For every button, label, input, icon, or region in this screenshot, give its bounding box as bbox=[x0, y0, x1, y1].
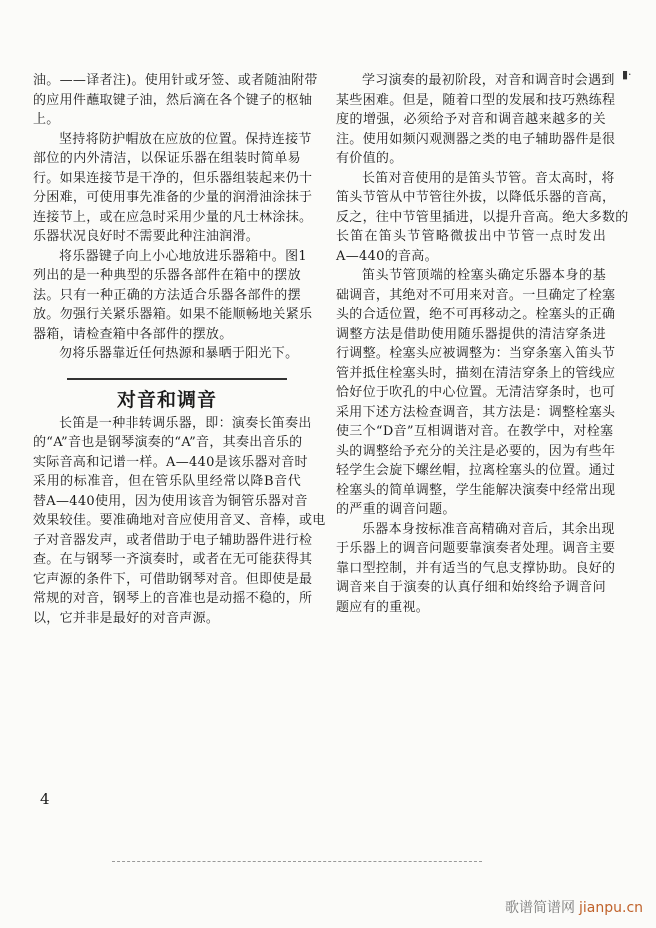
text-line: 管并抵住栓塞头时，描刻在清洁穿条上的管线应 bbox=[336, 365, 616, 381]
text-line: 以，它并非是最好的对音声源。 bbox=[33, 610, 220, 626]
text-line: 行。如果连接节是干净的，但乐器组装起来仍十 bbox=[33, 170, 313, 186]
text-line: 调整方法是借助使用随乐器提供的清洁穿条进 bbox=[336, 326, 606, 342]
text-line: 头的合适位置，绝不可再移动之。栓塞头的正确 bbox=[336, 307, 616, 322]
paragraph bbox=[336, 71, 616, 169]
text-line: A—440的音高。 bbox=[336, 248, 438, 264]
watermark-name: 歌谱简谱网 bbox=[505, 900, 575, 916]
text-line: 采用的标准音，但在管乐队里经常以降B音代 bbox=[33, 474, 301, 489]
text-line: 题应有的重视。 bbox=[336, 599, 430, 615]
text-line: 恰好位于吹孔的中心位置。无清洁穿条时，也可 bbox=[336, 385, 616, 400]
watermark-site: jianpu.cn bbox=[579, 900, 644, 916]
text-line: 效果较佳。要准确地对音应使用音叉、音棒，或电 bbox=[33, 513, 326, 528]
section-heading: 对音和调音 bbox=[116, 388, 217, 411]
text-line: 采用下述方法检查调音，其方法是：调整栓塞头 bbox=[336, 404, 616, 420]
paragraph bbox=[336, 266, 616, 520]
paragraph bbox=[33, 414, 326, 629]
paragraph bbox=[33, 71, 318, 130]
text-line: 的应用件蘸取键子油，然后滴在各个键子的枢轴 bbox=[33, 92, 313, 108]
text-line: 笛头节管顶端的栓塞头确定乐器本身的基 bbox=[362, 268, 606, 283]
text-line: 器箱，请检查箱中各部件的摆放。 bbox=[33, 326, 233, 342]
text-line: 某些困难。但是，随着口型的发展和技巧熟练程 bbox=[336, 92, 616, 108]
left-text-after-heading bbox=[33, 414, 326, 629]
text-line: 笛头节管从中节管往外拔，以降低乐器的音高， bbox=[336, 190, 616, 205]
paragraph bbox=[336, 520, 616, 618]
text-line: 将乐器键子向上小心地放进乐器箱中。图1 bbox=[59, 248, 307, 264]
right-column bbox=[336, 71, 629, 617]
text-line: 放。勿强行关紧乐器箱。如果不能顺畅地关紧乐 bbox=[33, 307, 313, 322]
text-line: 头的调整给予充分的关注是必要的，因为有些年 bbox=[336, 443, 616, 459]
text-line: 使三个“D音”互相调谐对音。在教学中，对栓塞 bbox=[336, 424, 614, 439]
paragraph bbox=[33, 130, 313, 247]
text-line: 调音来自于演奏的认真仔细和始终给予调音问 bbox=[336, 580, 606, 595]
text-line: 它声源的条件下，可借助钢琴对音。但即使是最 bbox=[33, 571, 313, 587]
section-divider bbox=[67, 378, 287, 380]
text-line: 行调整。栓塞头应被调整为：当穿条塞入笛头节 bbox=[336, 346, 616, 361]
text-line: 油。——译者注)。使用针或牙签、或者随油附带 bbox=[33, 73, 318, 88]
text-line: 轻学生会旋下螺丝帽，拉离栓塞头的位置。通过 bbox=[336, 463, 616, 478]
paragraph bbox=[336, 169, 629, 267]
text-line: 连接节上，或在应急时采用少量的凡士林涂抹。 bbox=[33, 209, 313, 225]
text-line: 栓塞头的简单调整，学生能解决演奏中经常出现 bbox=[336, 482, 616, 498]
text-line: 乐器本身按标准音高精确对音后，其余出现 bbox=[362, 521, 615, 537]
text-line: 实际音高和记谱一样。A—440是该乐器对音时 bbox=[33, 454, 308, 470]
text-line: 反之，往中节管里插进，以提升音高。绝大多数的 bbox=[336, 209, 629, 225]
text-line: 替A—440使用，因为使用该音为铜管乐器对音 bbox=[33, 493, 308, 509]
left-text-before-heading bbox=[33, 71, 318, 364]
text-line: 乐器状况良好时不需要此种注油润滑。 bbox=[33, 229, 260, 244]
text-line: 列出的是一种典型的乐器各部件在箱中的摆放 bbox=[33, 268, 301, 283]
text-line: 础调音，其绝对不可用来对音。一旦确定了栓塞 bbox=[336, 287, 616, 303]
text-line: 查。在与钢琴一齐演奏时，或者在无可能获得其 bbox=[33, 552, 313, 567]
text-line: 常规的对音，钢琴上的音准也是动摇不稳的，所 bbox=[33, 591, 313, 606]
text-line: 度的增强，必须给予对音和调音越来越多的关 bbox=[336, 112, 606, 127]
text-line: 分困难，可使用事先准备的少量的润滑油涂抹于 bbox=[33, 190, 313, 205]
text-line: 的“A”音也是钢琴演奏的“A”音，其奏出音乐的 bbox=[33, 435, 303, 450]
text-line: 长笛在笛头节管略微拔出中节管一点时发出 bbox=[336, 229, 606, 244]
text-line: 长笛是一种非转调乐器，即：演奏长笛奏出 bbox=[59, 415, 312, 431]
left-column bbox=[33, 71, 326, 628]
text-line: 于乐器上的调音问题要靠演奏者处理。调音主要 bbox=[336, 541, 616, 556]
text-line: 注。使用如频闪观测器之类的电子辅助器件是很 bbox=[336, 131, 616, 147]
text-line: 坚持将防护帽放在应放的位置。保持连接节 bbox=[59, 131, 312, 147]
page-number: 4 bbox=[40, 790, 50, 808]
text-line: 靠口型控制，并有适当的气息支撑协助。良好的 bbox=[336, 560, 616, 576]
paragraph bbox=[33, 344, 301, 364]
text-line: 有价值的。 bbox=[336, 151, 403, 166]
paragraph bbox=[33, 247, 313, 345]
text-line: 学习演奏的最初阶段，对音和调音时会遇到 bbox=[362, 73, 615, 88]
bottom-divider bbox=[112, 861, 482, 862]
text-line: 上。 bbox=[33, 112, 60, 127]
text-line: 子对音器发声，或者借助于电子辅助器件进行检 bbox=[33, 532, 313, 548]
text-line: 长笛对音使用的是笛头节管。音太高时，将 bbox=[362, 170, 615, 186]
text-line: 法。只有一种正确的方法适合乐器各部件的摆 bbox=[33, 287, 301, 303]
scan-mark: ▮· bbox=[622, 68, 632, 81]
text-line: 的严重的调音问题。 bbox=[336, 502, 456, 517]
text-line: 部位的内外清洁，以保证乐器在组装时简单易 bbox=[33, 151, 301, 166]
text-line: 勿将乐器靠近任何热源和暴晒于阳光下。 bbox=[59, 346, 299, 361]
watermark bbox=[505, 897, 643, 917]
